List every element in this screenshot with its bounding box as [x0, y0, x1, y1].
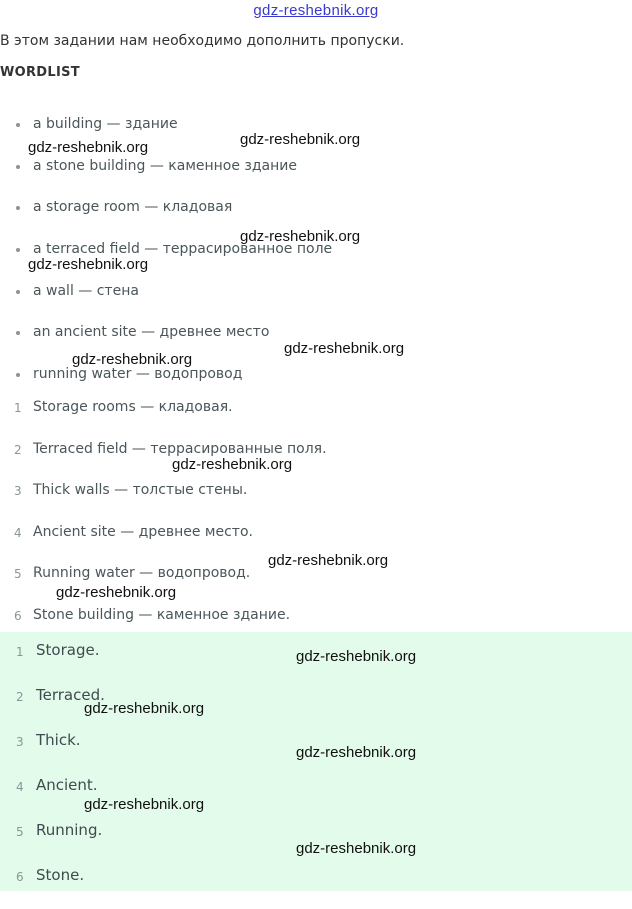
watermark: gdz-reshebnik.org	[268, 552, 389, 569]
site-header-link[interactable]: gdz-reshebnik.org	[253, 2, 379, 19]
watermark: gdz-reshebnik.org	[240, 228, 361, 245]
watermark: gdz-reshebnik.org	[296, 648, 417, 665]
watermark: gdz-reshebnik.org	[84, 700, 205, 717]
answer-block: 1 Storage. 2 Terraced. 3 Thick. 4 Ancient. 5 Running. 6 Stone.	[0, 632, 632, 891]
watermark: gdz-reshebnik.org	[296, 744, 417, 761]
bullet-dot-icon	[16, 331, 20, 335]
bullet-dot-icon	[16, 165, 20, 169]
watermark: gdz-reshebnik.org	[28, 256, 149, 273]
watermark: gdz-reshebnik.org	[240, 131, 361, 148]
watermark: gdz-reshebnik.org	[56, 584, 177, 601]
watermark: gdz-reshebnik.org	[296, 840, 417, 857]
watermark: gdz-reshebnik.org	[172, 456, 293, 473]
bullet-dot-icon	[16, 206, 20, 210]
watermark: gdz-reshebnik.org	[72, 351, 193, 368]
bullet-dot-icon	[16, 248, 20, 252]
watermark: gdz-reshebnik.org	[84, 796, 205, 813]
watermark: gdz-reshebnik.org	[284, 340, 405, 357]
watermark: gdz-reshebnik.org	[28, 139, 149, 156]
bullet-dot-icon	[16, 290, 20, 294]
intro-text: В этом задании нам необходимо дополнить пропуски.	[0, 33, 405, 49]
bullet-dot-icon	[16, 123, 20, 127]
wordlist-heading: WORDLIST	[0, 65, 80, 80]
bullet-dot-icon	[16, 373, 20, 377]
